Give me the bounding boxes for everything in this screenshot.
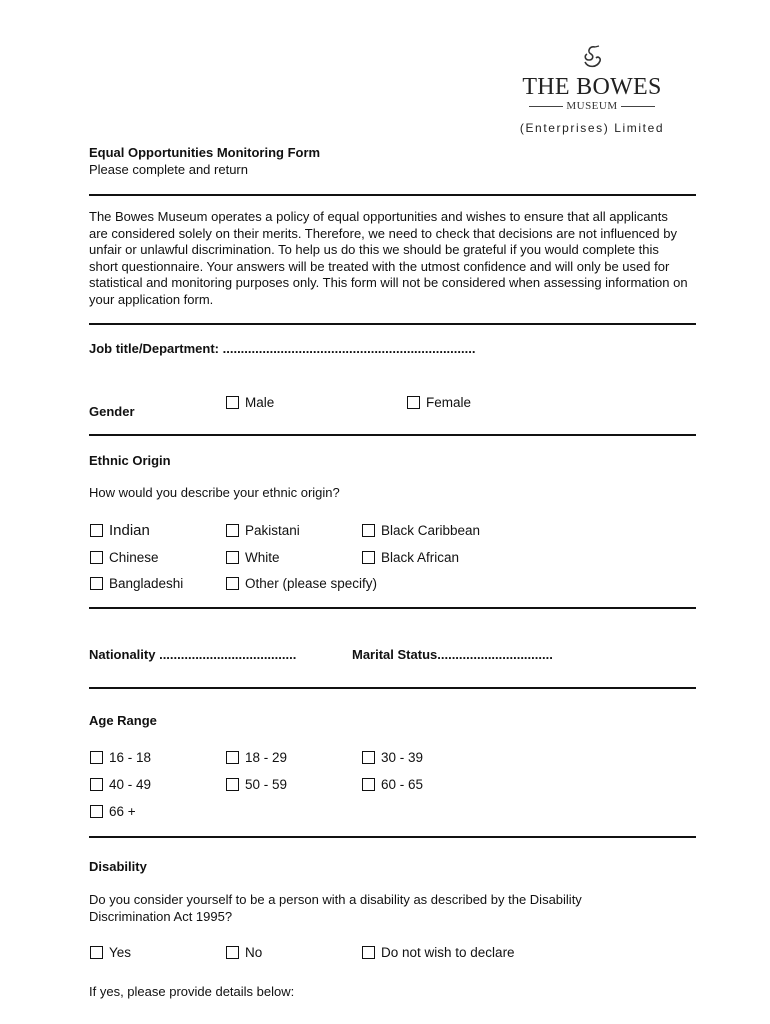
marital-status-field[interactable]	[352, 647, 553, 662]
logo-entity: (Enterprises) Limited	[519, 121, 665, 135]
checkbox-icon	[90, 524, 103, 537]
checkbox-icon	[90, 778, 103, 791]
nationality-label: Nationality	[89, 647, 156, 662]
checkbox-icon	[226, 524, 239, 537]
checkbox-icon	[362, 946, 375, 959]
option-label: Black African	[381, 550, 460, 565]
age-18-29-checkbox[interactable]	[226, 750, 287, 765]
option-label: White	[245, 550, 280, 565]
ethnic-black-african-checkbox[interactable]	[362, 550, 459, 565]
ethnic-black-caribbean-checkbox[interactable]	[362, 523, 480, 538]
logo-sub	[512, 100, 672, 112]
option-label: 16 - 18	[109, 750, 152, 765]
option-label: Chinese	[109, 550, 159, 565]
gender-male-checkbox[interactable]	[226, 395, 274, 410]
option-label: Indian	[109, 522, 150, 539]
logo-sub-text: MUSEUM	[566, 100, 618, 112]
option-label: No	[245, 945, 263, 960]
checkbox-icon	[407, 396, 420, 409]
checkbox-icon	[362, 751, 375, 764]
age-heading: Age Range	[89, 713, 157, 728]
option-label: 60 - 65	[381, 777, 424, 792]
job-title-field[interactable]	[89, 341, 475, 356]
disability-details-prompt: If yes, please provide details below:	[89, 984, 295, 999]
option-label: 50 - 59	[245, 777, 288, 792]
disability-heading: Disability	[89, 859, 147, 874]
gender-label: Gender	[89, 404, 135, 419]
ethnic-heading: Ethnic Origin	[89, 453, 171, 468]
divider	[89, 687, 696, 689]
age-66-plus-checkbox[interactable]	[90, 804, 136, 819]
disability-question: Do you consider yourself to be a person with a disability as described by the Disability Discrimination Act 1995?	[89, 892, 582, 924]
age-40-49-checkbox[interactable]	[90, 777, 151, 792]
age-60-65-checkbox[interactable]	[362, 777, 423, 792]
checkbox-icon	[226, 577, 239, 590]
checkbox-icon	[226, 751, 239, 764]
intro-paragraph: The Bowes Museum operates a policy of equal opportunities and wishes to ensure that all applicants are considered solely on their merits. Therefore, we need to check that decisions are not influenced by unfair or unlawful discrimination. To help us do this we should be grateful if you would complete this short questionnaire. Your answers will be treated with the utmost confidence and will only be used for statistical and monitoring purposes only. This form will not be considered when assessing information on your application form.	[89, 209, 688, 307]
job-title-dots: ......................................................................	[219, 341, 476, 356]
option-label: 40 - 49	[109, 777, 152, 792]
nationality-dots: ......................................	[155, 647, 297, 662]
checkbox-icon	[362, 551, 375, 564]
ethnic-bangladeshi-checkbox[interactable]	[90, 576, 183, 591]
ethnic-pakistani-checkbox[interactable]	[226, 523, 300, 538]
option-label: Bangladeshi	[109, 576, 184, 591]
checkbox-icon	[90, 946, 103, 959]
job-title-label: Job title/Department:	[89, 341, 220, 356]
checkbox-icon	[362, 778, 375, 791]
checkbox-icon	[90, 577, 103, 590]
age-30-39-checkbox[interactable]	[362, 750, 423, 765]
option-label: Yes	[109, 945, 132, 960]
option-label: Male	[245, 395, 275, 410]
form-title: Equal Opportunities Monitoring Form	[89, 145, 321, 160]
divider	[89, 836, 696, 838]
option-label: Pakistani	[245, 523, 300, 538]
logo-name: THE BOWES	[522, 74, 662, 100]
divider	[89, 194, 696, 196]
ethnic-question: How would you describe your ethnic origin?	[89, 485, 340, 500]
swan-icon	[579, 44, 605, 72]
checkbox-icon	[362, 524, 375, 537]
checkbox-icon	[226, 778, 239, 791]
disability-yes-checkbox[interactable]	[90, 945, 131, 960]
divider	[89, 434, 696, 436]
divider	[89, 607, 696, 609]
age-16-18-checkbox[interactable]	[90, 750, 151, 765]
option-label: 30 - 39	[381, 750, 424, 765]
option-label: 66 +	[109, 804, 136, 819]
checkbox-icon	[226, 396, 239, 409]
option-label: Other (please specify)	[245, 576, 378, 591]
marital-status-label: Marital Status	[352, 647, 438, 662]
checkbox-icon	[226, 551, 239, 564]
option-label: 18 - 29	[245, 750, 288, 765]
ethnic-other-checkbox[interactable]	[226, 576, 377, 591]
option-label: Do not wish to declare	[381, 945, 515, 960]
marital-status-dots: ................................	[437, 647, 553, 662]
checkbox-icon	[90, 751, 103, 764]
nationality-field[interactable]	[89, 647, 296, 662]
option-label: Black Caribbean	[381, 523, 481, 538]
checkbox-icon	[90, 551, 103, 564]
checkbox-icon	[226, 946, 239, 959]
gender-female-checkbox[interactable]	[407, 395, 471, 410]
age-50-59-checkbox[interactable]	[226, 777, 287, 792]
ethnic-indian-checkbox[interactable]	[90, 522, 150, 539]
form-subtitle: Please complete and return	[89, 162, 248, 177]
ethnic-chinese-checkbox[interactable]	[90, 550, 159, 565]
ethnic-white-checkbox[interactable]	[226, 550, 280, 565]
disability-no-checkbox[interactable]	[226, 945, 262, 960]
checkbox-icon	[90, 805, 103, 818]
logo	[512, 44, 672, 135]
option-label: Female	[426, 395, 472, 410]
disability-decline-checkbox[interactable]	[362, 945, 515, 960]
divider	[89, 323, 696, 325]
